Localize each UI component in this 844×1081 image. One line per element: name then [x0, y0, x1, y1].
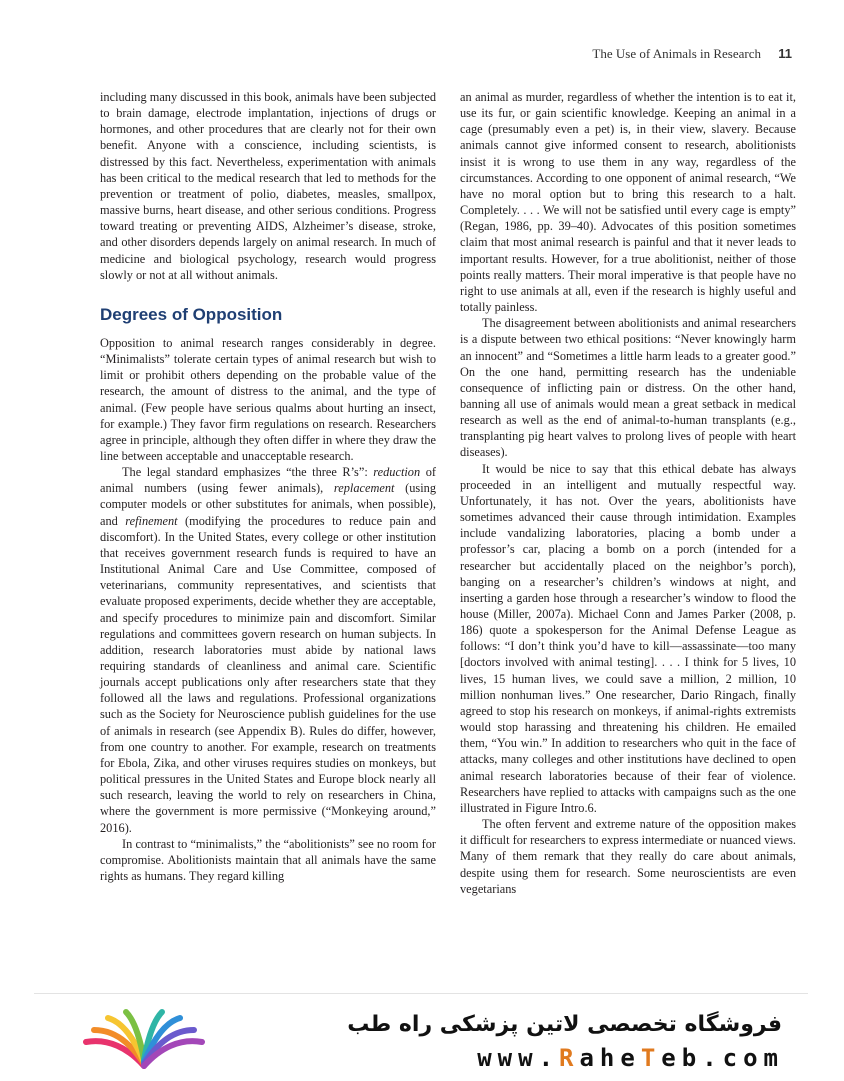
term-replacement: replacement: [333, 481, 395, 496]
text-run: The legal standard emphasizes “the three R’s”:: [122, 465, 374, 480]
url-suffix: .com: [702, 1044, 784, 1072]
url-letter-r: R: [559, 1044, 580, 1072]
url-letter-t: T: [640, 1044, 662, 1072]
text-run: (modifying the procedures to reduce pain and discomfort). In the United States, every college or other institution that receives government research funds is required to have an Institutional Animal Care and Use Committee, composed of veterinarians, community representatives, and scientists that evaluate proposed experiments, decide whether they are acceptable, and specify procedures to minimize pain and discomfort. Similar regulations and committees govern research on human subjects. In addition, research laboratories must abide by national laws requiring standards of cleanliness and animal care. Scientific journals accept publications only after researchers state that they followed all the laws and regulations. Professional organizations such as the Society for Neuroscience publish guidelines for the use of animals in research (see Appendix B). Rules do differ, however, from one country to another. For example, research on treatments for Ebola, Zika, and other viruses requires studies on monkeys, but political pressures in the United States and Europe block nearly all such research, leaving the world to rely on researchers in China, where the government is more permissive (“Monkeying around,” 2016).: [100, 513, 436, 835]
right-column: [460, 89, 796, 897]
open-book-rainbow-logo: [78, 1008, 210, 1074]
paragraph: Opposition to animal research ranges considerably in degree. “Minimalists” tolerate certain types of animal research but wish to limit or prohibit others depending on the probable value of the research, the amount of distress to the animal, and the type of animal. (Few people have serious qualms about hurting an insect, for example.) They favor firm regulations on research. Researchers agree in principle, although they often differ in where they draw the line between acceptable and unacceptable research.: [100, 335, 436, 463]
paragraph-three-rs: [100, 464, 436, 836]
term-refinement: refinement: [125, 513, 178, 528]
paragraph: The often fervent and extreme nature of the opposition makes it difficult for researchers to express intermediate or nuanced views. Many of them remark that they really do care about animals, despite using them for research. Some neuroscientists are even vegetarians: [460, 817, 796, 896]
left-column: [100, 89, 436, 884]
store-url: [477, 1044, 784, 1072]
paragraph: including many discussed in this book, animals have been subjected to brain damage, electrode implantation, injections of drugs or hormones, and other procedures that are clearly not for their own benefit. Anyone with a conscience, including scientists, is distressed by this fact. Nevertheless, experimentation with animals has been critical to the medical research that led to methods for the prevention or treatment of polio, diabetes, measles, smallpox, massive burns, heart disease, and other serious conditions. Progress toward treating or preventing AIDS, Alzheimer’s disease, stroke, and other disorders depends largely on animal research. In much of medicine and biological psychology, research would progress slowly or not at all without animals.: [100, 90, 436, 282]
section-heading: Degrees of Opposition: [100, 304, 283, 324]
url-part: ahe: [579, 1044, 641, 1072]
store-banner: [34, 993, 808, 1081]
term-reduction: reduction: [373, 465, 421, 480]
page-number: 11: [778, 46, 792, 61]
store-title: فروشگاه تخصصی لاتین پزشکی راه طب: [347, 1012, 782, 1037]
paragraph: It would be nice to say that this ethical debate has always proceeded in an intelligent and mutually respectful way. Unfortunately, it has not. Over the years, abolitionists have sometimes advanced their cause through intimidation. Examples include vandalizing laboratories, placing a bomb under a professor’s car, placing a bomb on a porch (intended for a researcher but accidentally placed on the neighbor’s porch), banging on a researcher’s children’s windows at night, and inserting a garden hose through a researcher’s window to flood the house (Miller, 2007a). Michael Conn and James Parker (2008, p. 186) quote a spokesperson for the Animal Defense League as follows: “I don’t think you’d have to kill—assassinate—too many [doctors involved with animal testing]. . . . I think for 5 lives, 10 lives, 15 human lives, we could save a million, 2 million, 10 million nonhuman lives.” One researcher, Dario Ringach, finally agreed to stop his research on monkeys, if animal-rights extremists would stop harassing and threatening his children. He emailed them, “You win.” In addition to researchers who quit in the face of attacks, many colleges and other institutions have declined to open animal research laboratories because of their fear of violence. Researchers have replied to attacks with campaigns such as the one illustrated in Figure Intro.6.: [460, 461, 796, 815]
paragraph: The disagreement between abolitionists and animal researchers is a dispute between two ethical positions: “Never knowingly harm an innocent” and “Sometimes a little harm leads to a greater good.” On the one hand, permitting research has the undeniable consequence of inflicting pain or distress. On the other hand, banning all use of animals would mean a great setback in medical research as well as the end of animal-to-human transplants (e.g., transplanting pig heart valves to prolong lives of people with heart diseases).: [460, 316, 796, 460]
text-run: of animal numbers (using fewer animals),: [100, 465, 436, 496]
paragraph: an animal as murder, regardless of whether the intention is to eat it, use its fur, or gain scientific knowledge. Keeping an animal in a cage (presumably even a pet) is, in their view, slavery. Because animals cannot give informed consent to research, abolitionists insist it is wrong to use them in any way, regardless of the circumstances. According to one opponent of animal research, “We have no moral option but to bring this research to a halt. Completely. . . . We will not be satisfied until every cage is empty” (Regan, 1986, pp. 39–40). Advocates of this position sometimes claim that most animal research is painful and that it never leads to important results. However, for a true abolitionist, neither of those points really matters. Their moral imperative is that people have no right to use animals at all, even if the research is highly useful and totally painless.: [460, 90, 796, 315]
running-head: [592, 46, 792, 62]
paragraph: In contrast to “minimalists,” the “abolitionists” see no room for compromise. Abolitionists maintain that all animals have the same rights as humans. They regard killing: [100, 836, 436, 884]
text-run: (using computer models or other substitutes for animals, when possible), and: [100, 481, 436, 528]
url-prefix: www.: [477, 1044, 560, 1072]
url-part: eb: [661, 1044, 703, 1072]
running-title: The Use of Animals in Research: [592, 46, 761, 61]
